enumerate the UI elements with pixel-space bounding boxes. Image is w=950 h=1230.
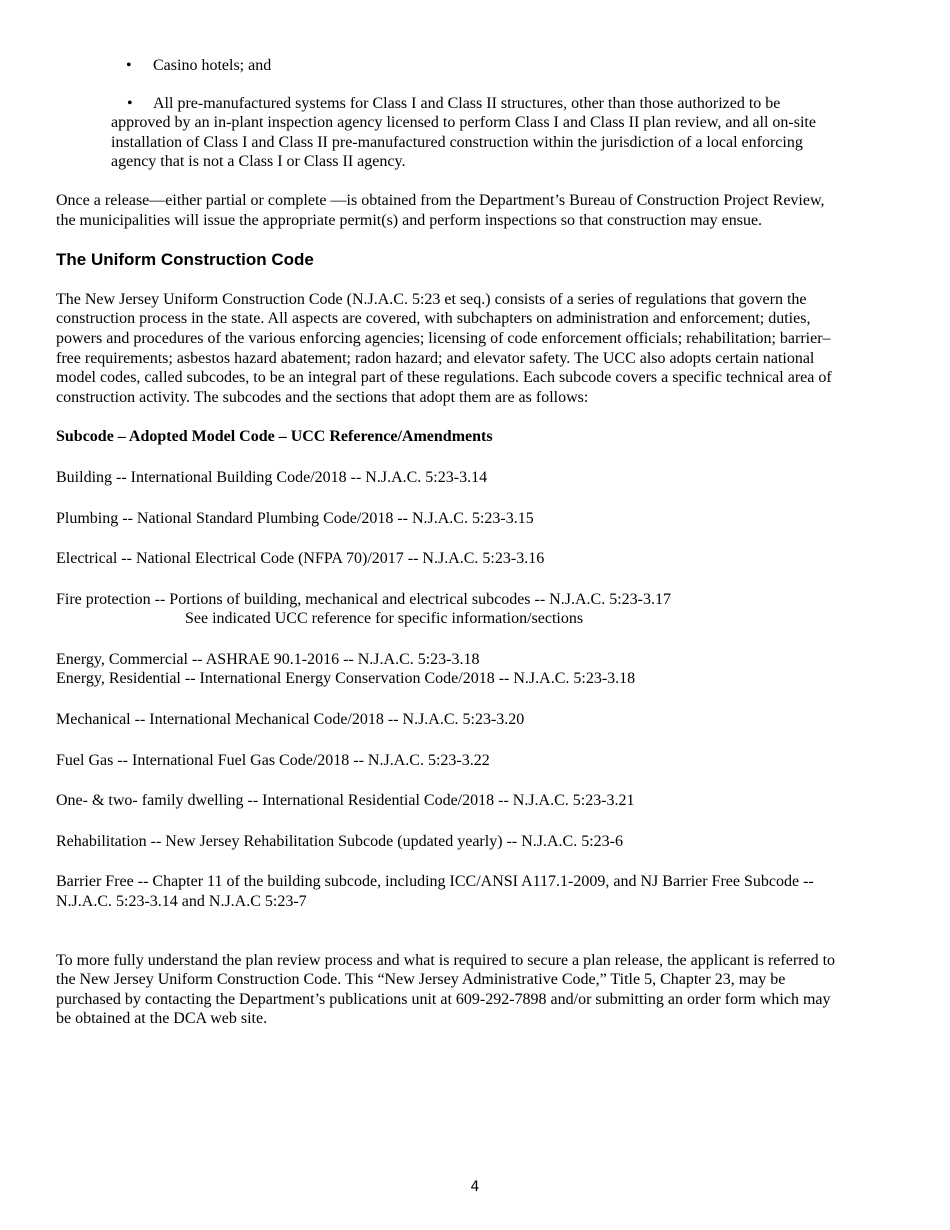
bullet-text: All pre-manufactured systems for Class I and Class II structures, other than those authorized to be approved by an in-plant inspection agency licensed to perform Class I and Class II plan review, and all on-site installation of Class I and Class II pre-manufactured construction within the jurisdiction of a local enforcing agency that is not a Class I or Class II agency. xyxy=(111,94,816,171)
bullet-item-casino-hotels xyxy=(56,56,856,76)
release-paragraph: Once a release—either partial or complete —is obtained from the Department’s Bureau of Construction Project Review, the municipalities will issue the appropriate permit(s) and perform inspections so that construction may ensue. xyxy=(56,191,825,229)
subcode-electrical: Electrical -- National Electrical Code (NFPA 70)/2017 -- N.J.A.C. 5:23-3.16 xyxy=(56,550,545,568)
subcode-barrier-free: Barrier Free -- Chapter 11 of the building subcode, including ICC/ANSI A117.1-2009, and NJ Barrier Free Subcode -- N.J.A.C. 5:23-3.14 and N.J.A.C 5:23-7 xyxy=(56,873,814,911)
bullet-item-pre-manufactured xyxy=(56,94,841,172)
document-page xyxy=(56,56,856,1029)
subcode-fuel-gas: Fuel Gas -- International Fuel Gas Code/2018 -- N.J.A.C. 5:23-3.22 xyxy=(56,751,490,769)
bullet-text: Casino hotels; and xyxy=(153,57,272,74)
page-number: 4 xyxy=(470,1179,480,1195)
subcode-energy-residential: Energy, Residential -- International Energy Conservation Code/2018 -- N.J.A.C. 5:23-3.18 xyxy=(56,670,636,688)
subcode-rehabilitation: Rehabilitation -- New Jersey Rehabilitation Subcode (updated yearly) -- N.J.A.C. 5:23-6 xyxy=(56,832,623,850)
subcode-building: Building -- International Building Code/2018 -- N.J.A.C. 5:23-3.14 xyxy=(56,468,488,486)
bullet-icon: • xyxy=(126,57,132,74)
bullet-icon: • xyxy=(127,94,133,112)
subcode-fire-protection: Fire protection -- Portions of building, mechanical and electrical subcodes -- N.J.A.C. 5:23-3.17 xyxy=(56,590,671,608)
section-heading-ucc: The Uniform Construction Code xyxy=(56,250,314,270)
subcode-one-two-family: One- & two- family dwelling -- International Residential Code/2018 -- N.J.A.C. 5:23-3.21 xyxy=(56,792,635,810)
final-paragraph: To more fully understand the plan review process and what is required to secure a plan release, the applicant is referred to the New Jersey Uniform Construction Code. This “New Jersey Administrative Code,” Title 5, Chapter 23, may be purchased by contacting the Department’s publications unit at 609-292-7898 and/or submitting an order form which may be obtained at the DCA web site. xyxy=(56,951,836,1028)
subcode-plumbing: Plumbing -- National Standard Plumbing Code/2018 -- N.J.A.C. 5:23-3.15 xyxy=(56,509,534,527)
ucc-paragraph: The New Jersey Uniform Construction Code (N.J.A.C. 5:23 et seq.) consists of a series of regulations that govern the construction process in the state. All aspects are covered, with subchapters on administration and enforcement; duties, powers and procedures of the various enforcing agencies; licensing of code enforcement officials; rehabilitation; barrier–free requirements; asbestos hazard abatement; radon hazard; and elevator safety. The UCC also adopts certain national model codes, called subcodes, to be an integral part of these regulations. Each subcode covers a specific technical area of construction activity. The subcodes and the sections that adopt them are as follows: xyxy=(56,290,832,406)
subcode-mechanical: Mechanical -- International Mechanical Code/2018 -- N.J.A.C. 5:23-3.20 xyxy=(56,711,525,729)
subcode-table-header: Subcode – Adopted Model Code – UCC Reference/Amendments xyxy=(56,428,493,446)
subcode-energy-commercial: Energy, Commercial -- ASHRAE 90.1-2016 -- N.J.A.C. 5:23-3.18 xyxy=(56,650,480,668)
subcode-fire-protection-note: See indicated UCC reference for specific information/sections xyxy=(185,610,584,628)
